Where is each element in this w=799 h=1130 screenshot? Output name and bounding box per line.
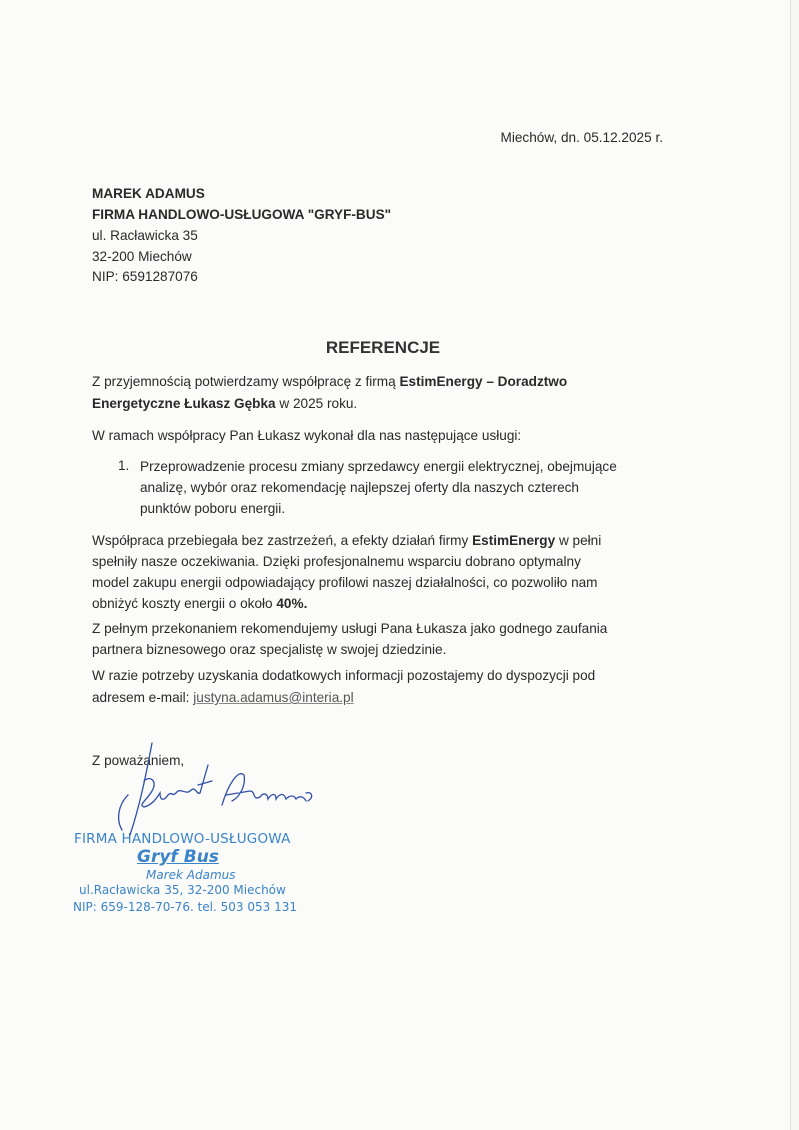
- paragraph-results-line: model zakupu energii odpowiadający profilowi naszej działalności, co pozwoliło nam: [92, 575, 598, 590]
- letter-date: Miechów, dn. 05.12.2025 r.: [500, 130, 663, 145]
- sender-nip: NIP: 6591287076: [92, 269, 198, 284]
- company-name: EstimEnergy – Doradztwo: [399, 374, 568, 389]
- paragraph-results-line: [92, 532, 601, 550]
- closing: Z poważaniem,: [92, 753, 185, 768]
- sender-street: ul. Racławicka 35: [92, 228, 198, 243]
- paragraph-results-line: [92, 595, 307, 613]
- text: adresem e-mail:: [92, 690, 194, 705]
- paragraph-contact-line: [92, 689, 354, 707]
- stamp-brand-logo: Gryf Bus: [137, 847, 219, 867]
- list-item-line: punktów poboru energii.: [140, 501, 286, 516]
- sender-city: 32-200 Miechów: [92, 249, 192, 264]
- stamp-address: ul.Racławicka 35, 32-200 Miechów: [79, 883, 286, 897]
- stamp-owner: Marek Adamus: [146, 868, 236, 882]
- sender-company: FIRMA HANDLOWO-USŁUGOWA "GRYF-BUS": [92, 207, 392, 222]
- text: Z przyjemnością potwierdzamy współpracę z firmą: [92, 374, 400, 389]
- paragraph-intro-line: [92, 395, 357, 413]
- paragraph-services: W ramach współpracy Pan Łukasz wykonał dla nas następujące usługi:: [92, 428, 522, 443]
- signature-stroke: [119, 795, 128, 830]
- list-item-line: Przeprowadzenie procesu zmiany sprzedawcy energii elektrycznej, obejmujące: [140, 459, 617, 474]
- text: w 2025 roku.: [275, 396, 358, 411]
- signature-stroke: [130, 743, 152, 835]
- list-number: 1.: [118, 458, 130, 473]
- signature-stroke: [142, 765, 212, 807]
- email-link[interactable]: justyna.adamus@interia.pl: [193, 690, 354, 705]
- stamp-company: FIRMA HANDLOWO-USŁUGOWA: [74, 831, 291, 847]
- savings-percent: 40%.: [276, 596, 308, 611]
- stamp-contact: NIP: 659-128-70-76. tel. 503 053 131: [73, 900, 297, 914]
- paragraph-recommendation-line: partnera biznesowego oraz specjalistę w swojej dziedzinie.: [92, 642, 447, 657]
- company-name: Energetyczne Łukasz Gębka: [92, 396, 276, 411]
- handwritten-signature: [100, 735, 340, 845]
- company-name: EstimEnergy: [472, 533, 556, 548]
- list-item-line: analizę, wybór oraz rekomendację najlepszej oferty dla naszych czterech: [140, 480, 579, 495]
- paragraph-recommendation-line: Z pełnym przekonaniem rekomendujemy usługi Pana Łukasza jako godnego zaufania: [92, 621, 608, 636]
- paragraph-contact-line: W razie potrzeby uzyskania dodatkowych informacji pozostajemy do dyspozycji pod: [92, 668, 596, 683]
- paragraph-results-line: spełniły nasze oczekiwania. Dzięki profesjonalnemu wsparciu dobrano optymalny: [92, 554, 581, 569]
- document-title: REFERENCJE: [325, 338, 441, 357]
- text: Współpraca przebiegała bez zastrzeżeń, a efekty działań firmy: [92, 533, 473, 548]
- signature-stroke: [222, 774, 312, 805]
- text: w pełni: [555, 533, 602, 548]
- text: obniżyć koszty energii o około: [92, 596, 277, 611]
- sender-name: MAREK ADAMUS: [92, 186, 205, 201]
- paragraph-intro-line: [92, 373, 567, 391]
